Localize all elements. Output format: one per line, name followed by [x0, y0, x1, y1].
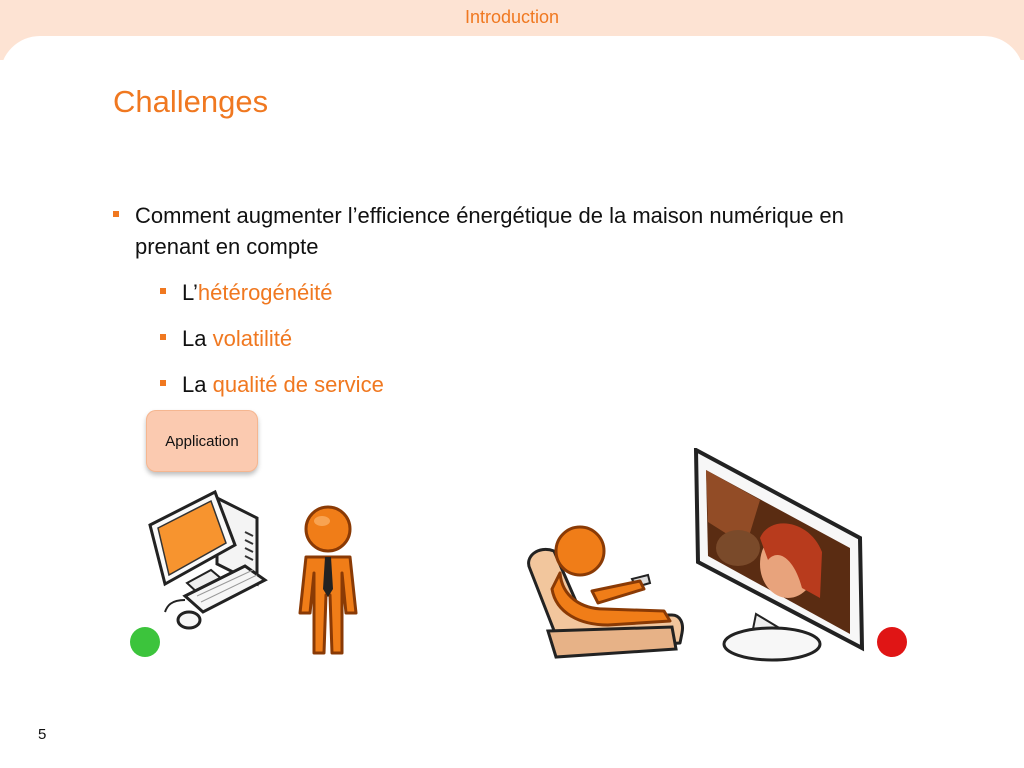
slide-panel: [0, 36, 1024, 768]
standing-person-icon: [292, 503, 364, 658]
sub-bullet-highlight: hétérogénéité: [197, 280, 333, 305]
page-number: 5: [38, 726, 47, 743]
bullet-marker: [160, 380, 166, 386]
bullet-marker: [113, 211, 119, 217]
status-dot-green: [130, 627, 160, 657]
sub-bullet-qos: [160, 369, 873, 400]
sub-bullet-heterogeneity: [160, 277, 873, 308]
tv-monitor-icon: [690, 448, 865, 670]
sub-bullet-prefix: L’: [182, 280, 198, 305]
bullet-marker: [160, 334, 166, 340]
bullet-main-text: Comment augmenter l’efficience énergétique de la maison numérique en prenant en compte: [135, 203, 844, 259]
bullet-list: [113, 200, 873, 400]
application-box: Application: [146, 410, 258, 472]
status-dot-red: [877, 627, 907, 657]
sub-bullet-prefix: La: [182, 326, 213, 351]
person-in-armchair-icon: [522, 523, 687, 665]
sub-bullet-highlight: qualité de service: [212, 372, 384, 397]
bullet-main: [113, 200, 873, 262]
sub-bullet-highlight: volatilité: [212, 326, 293, 351]
desktop-computer-icon: [145, 488, 275, 633]
sub-bullet-prefix: La: [182, 372, 213, 397]
section-title: Introduction: [464, 7, 560, 27]
sub-bullet-volatility: [160, 323, 873, 354]
bullet-marker: [160, 288, 166, 294]
slide-title: Challenges: [113, 84, 269, 119]
